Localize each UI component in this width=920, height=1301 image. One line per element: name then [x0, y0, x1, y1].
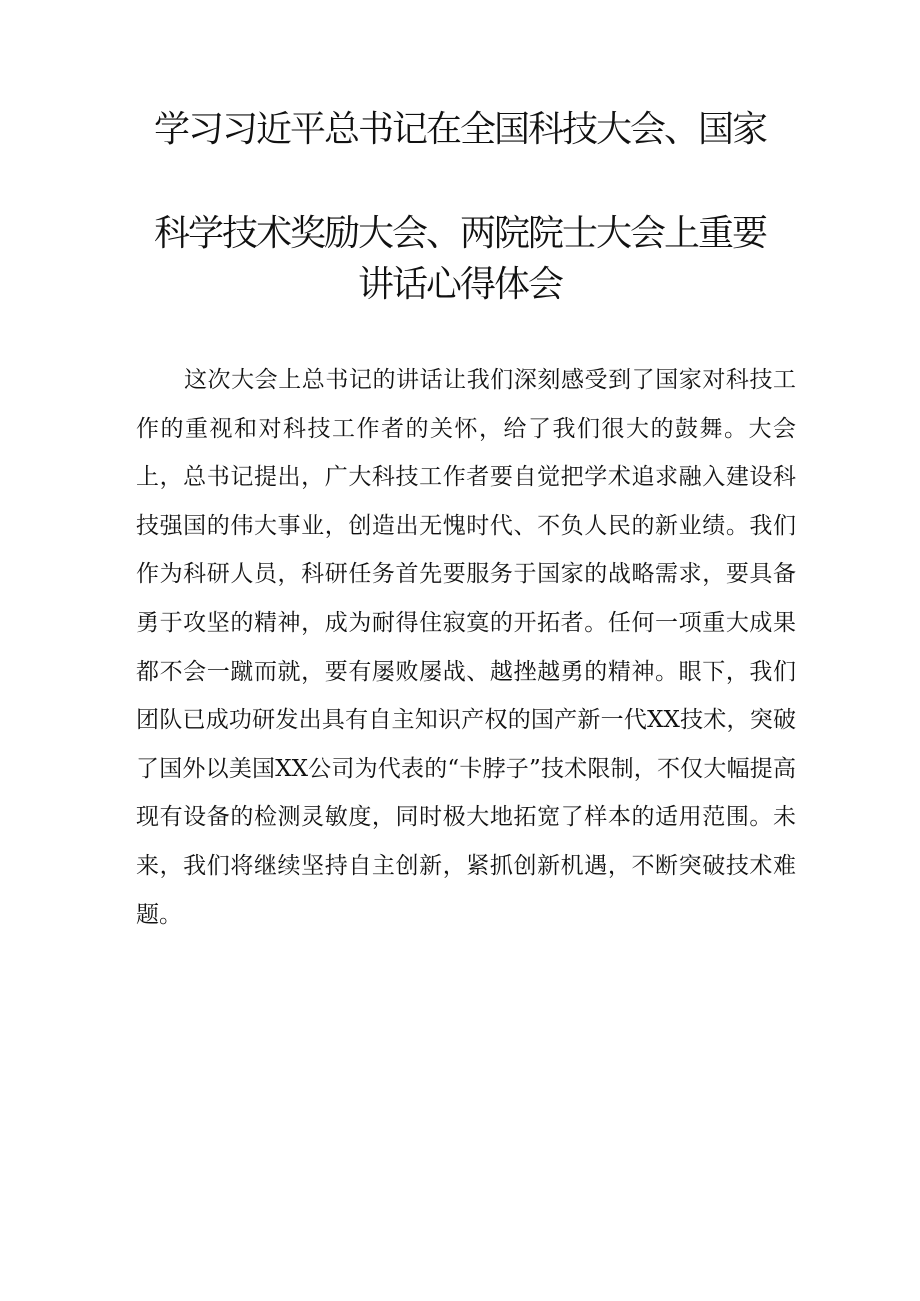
title-line-1: 学习习近平总书记在全国科技大会、国家: [153, 109, 766, 150]
title-line-3: 讲话心得体会: [357, 264, 562, 305]
title-line-2: 科学技术奖励大会、两院院士大会上重要: [153, 213, 766, 254]
body-paragraph: 这次大会上总书记的讲话让我们深刻感受到了国家对科技工作的重视和对科技工作者的关怀，给了我们很大的鼓舞。大会上，总书记提出，广大科技工作者要自觉把学术追求融入建设科技强国的伟大事业，创造出无愧时代、不负人民的新业绩。我们作为科研人员，科研任务首先要服务于国家的战略需求，要具备勇于攻坚的精神，成为耐得住寂寞的开拓者。任何一项重大成果都不会一蹴而就，要有屡败屡战、越挫越勇的精神。眼下，我们团队已成功研发出具有自主知识产权的国产新一代XX技术，突破了国外以美国XX公司为代表的“卡脖子”技术限制，不仅大幅提高现有设备的检测灵敏度，同时极大地拓宽了样本的适用范围。未来，我们将继续坚持自主创新，紧抓创新机遇，不断突破技术难题。: [136, 367, 796, 928]
